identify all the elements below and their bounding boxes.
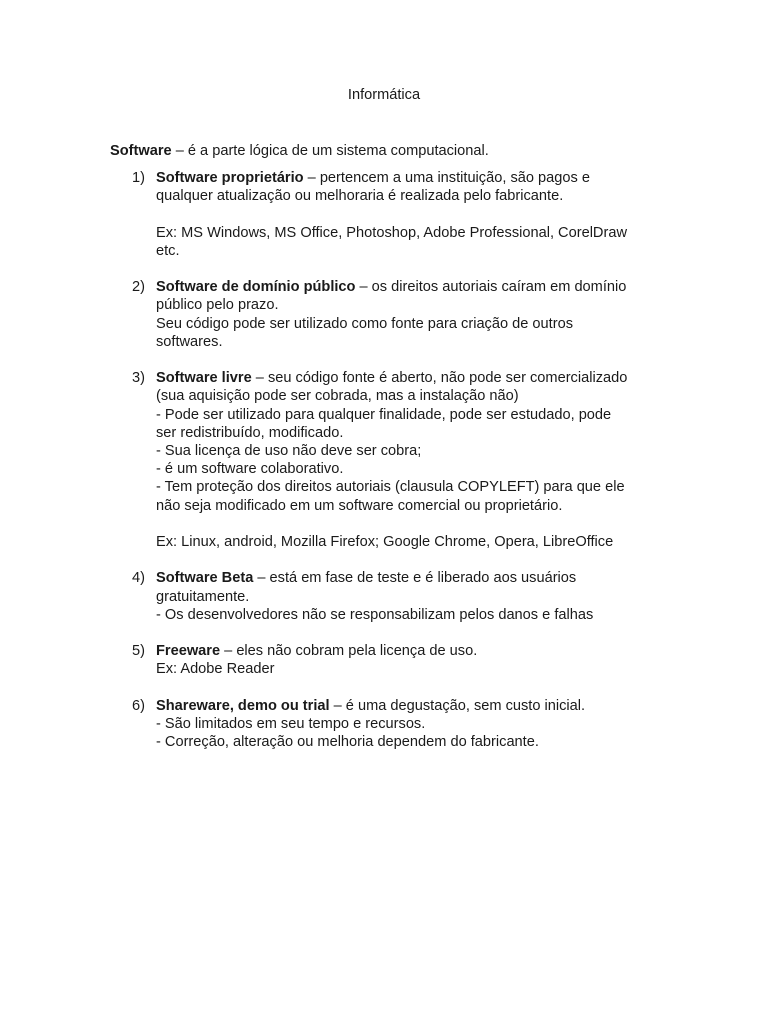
intro-paragraph: [110, 142, 710, 160]
item-line: - Os desenvolvedores não se responsabilizam pelos danos e falhas: [156, 606, 594, 623]
item-term: Software de domínio público: [156, 279, 356, 296]
intro-term: Software: [110, 143, 172, 159]
item-term: Software proprietário: [156, 170, 304, 186]
item-first-line: [156, 169, 670, 187]
item-line: (sua aquisição pode ser cobrada, mas a instalação não): [156, 388, 519, 405]
item-line: - São limitados em seu tempo e recursos.: [156, 715, 426, 732]
item-blank-line: [156, 515, 670, 533]
item-line: ser redistribuído, modificado.: [156, 424, 344, 441]
list-item: [110, 642, 670, 678]
item-example-line: Ex: Adobe Reader: [156, 661, 275, 678]
intro-text: – é a parte lógica de um sistema computacional.: [171, 143, 489, 159]
item-line: público pelo prazo.: [156, 297, 279, 314]
item-first-line: [156, 569, 670, 587]
item-number: 3): [132, 370, 145, 387]
item-definition: – os direitos autoriais caíram em domínio: [355, 279, 627, 296]
item-term: Freeware: [156, 643, 221, 660]
list-item: [110, 569, 670, 624]
item-line: - Tem proteção dos direitos autoriais (clausula COPYLEFT) para que ele: [156, 479, 625, 496]
item-first-line: [156, 697, 670, 715]
list-item: [110, 278, 670, 351]
item-line: - é um software colaborativo.: [156, 461, 344, 478]
item-line: - Sua licença de uso não deve ser cobra;: [156, 443, 422, 459]
item-blank-line: [156, 205, 670, 223]
item-definition: – pertencem a uma instituição, são pagos e: [303, 170, 590, 186]
item-number: 1): [132, 170, 145, 186]
list-item: [110, 697, 670, 752]
item-line: Seu código pode ser utilizado como fonte para criação de outros: [156, 315, 573, 332]
item-example-line: Ex: MS Windows, MS Office, Photoshop, Adobe Professional, CorelDraw: [156, 224, 627, 241]
list-item: [110, 369, 670, 551]
item-first-line: [156, 278, 670, 296]
item-line: softwares.: [156, 333, 223, 350]
software-types-list: [110, 169, 670, 770]
item-line: qualquer atualização ou melhoraria é realizada pelo fabricante.: [156, 188, 564, 205]
item-line: etc.: [156, 242, 180, 259]
item-number: 5): [132, 643, 145, 660]
document-title: Informática: [347, 87, 421, 103]
item-term: Software livre: [156, 370, 252, 387]
item-line: não seja modificado em um software comercial ou proprietário.: [156, 497, 563, 514]
item-definition: – eles não cobram pela licença de uso.: [220, 643, 478, 660]
item-term: Software Beta: [156, 570, 254, 587]
item-line: gratuitamente.: [156, 588, 250, 605]
item-number: 6): [132, 697, 145, 714]
item-definition: – é uma degustação, sem custo inicial.: [329, 697, 586, 714]
item-example-line: Ex: Linux, android, Mozilla Firefox; Google Chrome, Opera, LibreOffice: [156, 534, 614, 550]
item-definition: – está em fase de teste e é liberado aos usuários: [253, 570, 577, 587]
item-first-line: [156, 642, 670, 660]
item-term: Shareware, demo ou trial: [156, 697, 330, 714]
item-first-line: [156, 369, 670, 387]
item-number: 2): [132, 279, 145, 296]
list-item: [110, 169, 670, 260]
item-line: - Pode ser utilizado para qualquer finalidade, pode ser estudado, pode: [156, 406, 612, 423]
item-number: 4): [132, 570, 145, 587]
item-line: - Correção, alteração ou melhoria dependem do fabricante.: [156, 734, 539, 751]
item-definition: – seu código fonte é aberto, não pode ser comercializado: [251, 370, 628, 387]
